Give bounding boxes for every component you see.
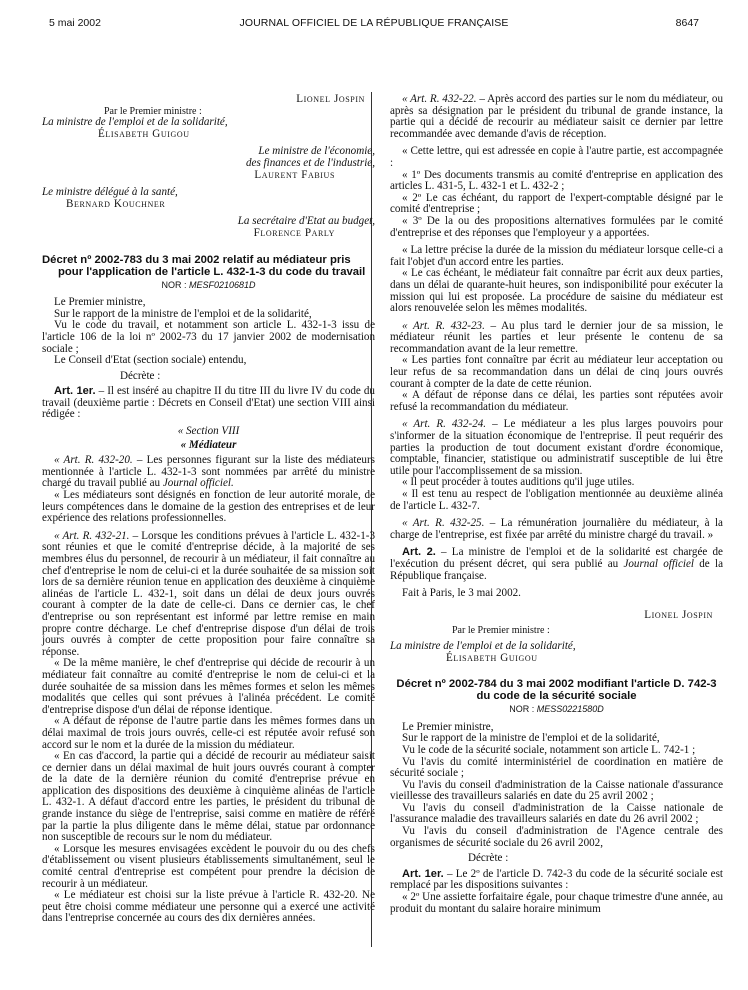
article-r432-25	[390, 518, 723, 541]
article-r432-21	[42, 531, 375, 659]
nor-code: MESS0221580D	[536, 704, 604, 715]
role-sante: Le ministre délégué à la santé,	[42, 186, 178, 199]
decrete-heading: Décrète :	[120, 369, 161, 382]
paragraph: « A défaut de réponse dans ce délai, les parties sont réputées avoir refusé la recommandation du médiateur.	[390, 389, 723, 413]
article-label: « Art. R. 432-24.	[402, 418, 487, 431]
article-text: – Au plus tard le dernier jour de sa mission, le médiateur réunit les parties et leur présente le contenu de sa recommandation avant de la leur remettre.	[390, 319, 723, 355]
paragraph: Sur le rapport de la ministre de l'emploi et de la solidarité,	[402, 732, 660, 745]
fait-a-paris: Fait à Paris, le 3 mai 2002.	[402, 587, 521, 600]
article-label: Art. 1er.	[54, 385, 96, 398]
paragraph: Vu le code de la sécurité sociale, notamment son article L. 742-1 ;	[402, 743, 696, 756]
nor-label: NOR :	[161, 279, 187, 290]
journal-officiel-ref: Journal officiel	[623, 557, 695, 570]
role-emploi: La ministre de l'emploi et de la solidarité,	[390, 639, 576, 652]
section-title: « Médiateur	[180, 438, 237, 451]
article-label: « Art. R. 432-23.	[402, 319, 485, 332]
header-date: 5 mai 2002	[49, 17, 101, 29]
article-text: – Le médiateur a les plus larges pouvoirs pour s'informer de la situation économique de l'entreprise. Il peut requérir des parties la production de tout document existant d'ordre économique, comptable, financier, statistique ou administratif susceptible de lui être utile pour l'accomplissement de sa mission.	[390, 418, 723, 477]
article-text: – La rémunération journalière du médiateur, à la charge de l'entreprise, est fixée par arrêté du ministre chargé du travail. »	[390, 517, 723, 541]
signature-jospin: Lionel Jospin	[296, 93, 365, 105]
paragraph: Vu le code du travail, et notamment son article L. 432-1-3 issu de l'article 106 de la loi nº 2002-73 du 17 janvier 2002 de modernisation sociale ;	[42, 319, 375, 355]
nor-label: NOR :	[509, 704, 535, 715]
paragraph: « Le médiateur est choisi sur la liste prévue à l'article R. 432-20. Ne peut être choisi comme médiateur une personne qui a exercé une activité dans l'entreprise concernée au cours des dix dernières années.	[42, 889, 375, 925]
paragraph: Vu l'avis du comité interministériel de coordination en matière de sécurité sociale ;	[390, 755, 723, 780]
article-label: « Art. R. 432-25.	[402, 517, 485, 530]
decree-2-nor	[390, 704, 723, 716]
paragraph: « 1º Des documents transmis au comité d'entreprise en application des articles L. 431-5, L. 432-1 et L. 432-2 ;	[390, 168, 723, 193]
par-premier-ministre: Par le Premier ministre :	[452, 625, 550, 637]
article-2	[390, 547, 723, 582]
paragraph: « 3º De la ou des propositions alternatives formulées par le comité d'entreprise et des réponses que l'employeur y a apportées.	[390, 214, 723, 239]
role-budget: La secrétaire d'Etat au budget,	[237, 215, 375, 228]
article-text: – Lorsque les conditions prévues à l'article L. 432-1-3 sont réunies et que le comité d'entreprise décide, à la majorité de ses membres élus du personnel, de recourir à un médiateur, il fait connaître au chef d'entreprise le nom de celui-ci et la durée souhaitée de sa mission soit lors de sa dernière réunion tenue en application des deuxième à cinquième alinéas de l'article L. 432-1, soit dans un délai de deux jours ouvrés courant à compter de la date de celle-ci. Dans ce dernier cas, le chef d'entreprise ou son représentant est informé par lettre remise en main propre contre décharge. Le chef d'entreprise dispose d'un délai de trois jours ouvrés à compter de cette proposition pour faire connaître sa réponse.	[42, 529, 375, 658]
article-label: « Art. R. 432-20.	[54, 454, 133, 467]
paragraph: « Il peut procéder à toutes auditions qu'il juge utiles.	[402, 476, 635, 489]
decree-1-title: Décret nº 2002-783 du 3 mai 2002 relatif au médiateur pris pour l'application de l'article L. 432-1-3 du code du travail	[42, 253, 366, 278]
article-label: « Art. R. 432-21.	[54, 529, 130, 542]
section-heading: « Section VIII	[177, 425, 240, 438]
role-economie-2: des finances et de l'industrie,	[245, 156, 375, 169]
role-economie-1: Le ministre de l'économie,	[258, 145, 375, 158]
article-text: – Les personnes figurant sur la liste des médiateurs mentionnée à l'article L. 432-1-3 sont nommées par arrêté du ministre chargé du travail publié au	[42, 454, 375, 490]
paragraph: « Les parties font connaître par écrit au médiateur leur acceptation ou leur refus de sa recommandation dans un délai de cinq jours ouvrés courant à compter de la date de cette réunion.	[390, 354, 723, 390]
role-emploi: La ministre de l'emploi et de la solidarité,	[42, 116, 228, 129]
paragraph: « Cette lettre, qui est adressée en copie à l'autre partie, est accompagnée :	[390, 145, 723, 169]
name-guigou: Élisabeth Guigou	[446, 651, 538, 664]
paragraph: « Les médiateurs sont désignés en fonction de leur autorité morale, de leurs compétences dans le domaine de la gestion des entreprises et de leur expérience des relations professionnelles.	[42, 489, 375, 525]
par-premier-ministre: Par le Premier ministre :	[104, 105, 202, 117]
article-text: – Après accord des parties sur le nom du médiateur, ou après sa désignation par le président du tribunal de grande instance, la partie qui a décidé de recourir au médiateur saisit ce dernier par lettre recommandée avec demande d'avis de réception.	[390, 93, 723, 140]
page-header	[44, 17, 704, 31]
article-label: Art. 2.	[402, 546, 436, 559]
article-label: Art. 1er.	[402, 867, 444, 880]
paragraph: « Lorsque les mesures envisagées excèdent le pouvoir du ou des chefs d'établissement ou visent plusieurs établissements simultanément, seul le comité central d'entreprise est compétent pour prendre la décision de recourir à un médiateur.	[42, 842, 375, 890]
journal-officiel-ref: Journal officiel.	[162, 477, 234, 490]
article-r432-24	[390, 419, 723, 477]
paragraph: « 2º Une assiette forfaitaire égale, pour chaque trimestre d'une année, au produit du montant du salaire horaire minimum	[390, 891, 723, 915]
article-text: – Il est inséré au chapitre II du titre III du livre IV du code du travail (deuxième partie : Décrets en Conseil d'Etat) une section VIII ainsi rédigée :	[42, 385, 375, 421]
article-r432-23	[390, 321, 723, 356]
paragraph: « 2º Le cas échéant, du rapport de l'expert-comptable désigné par le comité d'entreprise ;	[390, 191, 723, 216]
paragraph: Vu l'avis du conseil d'administration de la Caisse nationale d'assurance vieillesse des travailleurs salariés en date du 25 avril 2002 ;	[390, 778, 723, 803]
name-guigou: Élisabeth Guigou	[98, 127, 190, 140]
article-r432-20	[42, 455, 375, 490]
article-1	[42, 386, 375, 421]
journal-title: JOURNAL OFFICIEL DE LA RÉPUBLIQUE FRANÇAISE	[239, 17, 509, 29]
page-number: 8647	[675, 17, 699, 29]
article-text: – Le 2º de l'article D. 742-3 du code de la sécurité sociale est remplacé par les dispositions suivantes :	[390, 867, 724, 892]
right-column	[390, 94, 723, 915]
paragraph: Le Premier ministre,	[402, 720, 494, 733]
paragraph: Sur le rapport de la ministre de l'emploi et de la solidarité,	[54, 307, 312, 320]
name-kouchner: Bernard Kouchner	[66, 197, 166, 210]
paragraph: « Le cas échéant, le médiateur fait connaître par écrit aux deux parties, dans un délai de quarante-huit heures, son indisponibilité pour exécuter la mission qui lui est proposée. La procédure de saisine du médiateur est alors renouvelée selon les mêmes modalités.	[390, 267, 723, 315]
left-column	[42, 94, 375, 925]
paragraph: Le Conseil d'Etat (section sociale) entendu,	[54, 354, 247, 367]
paragraph: Vu l'avis du conseil d'administration de la Caisse nationale de l'assurance maladie des travailleurs salariés en date du 26 avril 2002 ;	[390, 801, 723, 826]
paragraph: « La lettre précise la durée de la mission du médiateur lorsque celle-ci a fait l'objet d'un accord entre les parties.	[390, 244, 723, 268]
paragraph: « En cas d'accord, la partie qui a décidé de recourir au médiateur saisit ce dernier dans un délai maximal de huit jours ouvrés courant à compter de la date de la dernière réunion du comité d'entreprise prévue en application des dispositions des deuxième à cinquième alinéas de l'article L. 432-1. A défaut d'accord entre les parties, le président du tribunal de grande instance du siège de l'entreprise, saisi comme en matière de référé par la partie la plus diligente dans le même délai, statue par ordonnance non susceptible de recours sur le nom du médiateur.	[42, 750, 375, 844]
name-fabius: Laurent Fabius	[254, 168, 335, 181]
paragraph: Vu l'avis du conseil d'administration de l'Agence centrale des organismes de sécurité sociale du 26 avril 2002,	[390, 825, 723, 849]
decree-1-nor	[42, 280, 375, 292]
paragraph: « De la même manière, le chef d'entreprise qui décide de recourir à un médiateur fait connaître au comité d'entreprise le nom de celui-ci et la durée souhaitée de sa mission dans les mêmes formes et selon les mêmes modalités que celles qui sont prévues à l'alinéa précédent. Le comité d'entreprise dispose d'un délai de réponse identique.	[42, 657, 375, 716]
decree-2-title: Décret nº 2002-784 du 3 mai 2002 modifiant l'article D. 742-3 du code de la sécurité sociale	[396, 678, 717, 703]
article-label: « Art. R. 432-22.	[402, 93, 477, 105]
decrete-heading: Décrète :	[468, 852, 509, 865]
paragraph: « A défaut de réponse de l'autre partie dans les mêmes formes dans un délai maximal de trois jours ouvrés, celle-ci est réputée avoir refusé son accord sur le nom et la durée de la mission du médiateur.	[42, 715, 375, 751]
signature-jospin: Lionel Jospin	[644, 608, 713, 621]
nor-code: MESF0210681D	[188, 279, 256, 290]
article-1	[390, 869, 723, 892]
paragraph: « Il est tenu au respect de l'obligation mentionnée au deuxième alinéa de l'article L. 432-7.	[390, 488, 723, 512]
name-parly: Florence Parly	[253, 226, 335, 239]
article-text-end: de la République française.	[390, 557, 723, 582]
article-text: – La ministre de l'emploi et de la solidarité est chargée de l'exécution du présent décret, qui sera publié au	[390, 546, 723, 570]
paragraph: Le Premier ministre,	[54, 296, 146, 309]
article-r432-22	[390, 94, 723, 140]
